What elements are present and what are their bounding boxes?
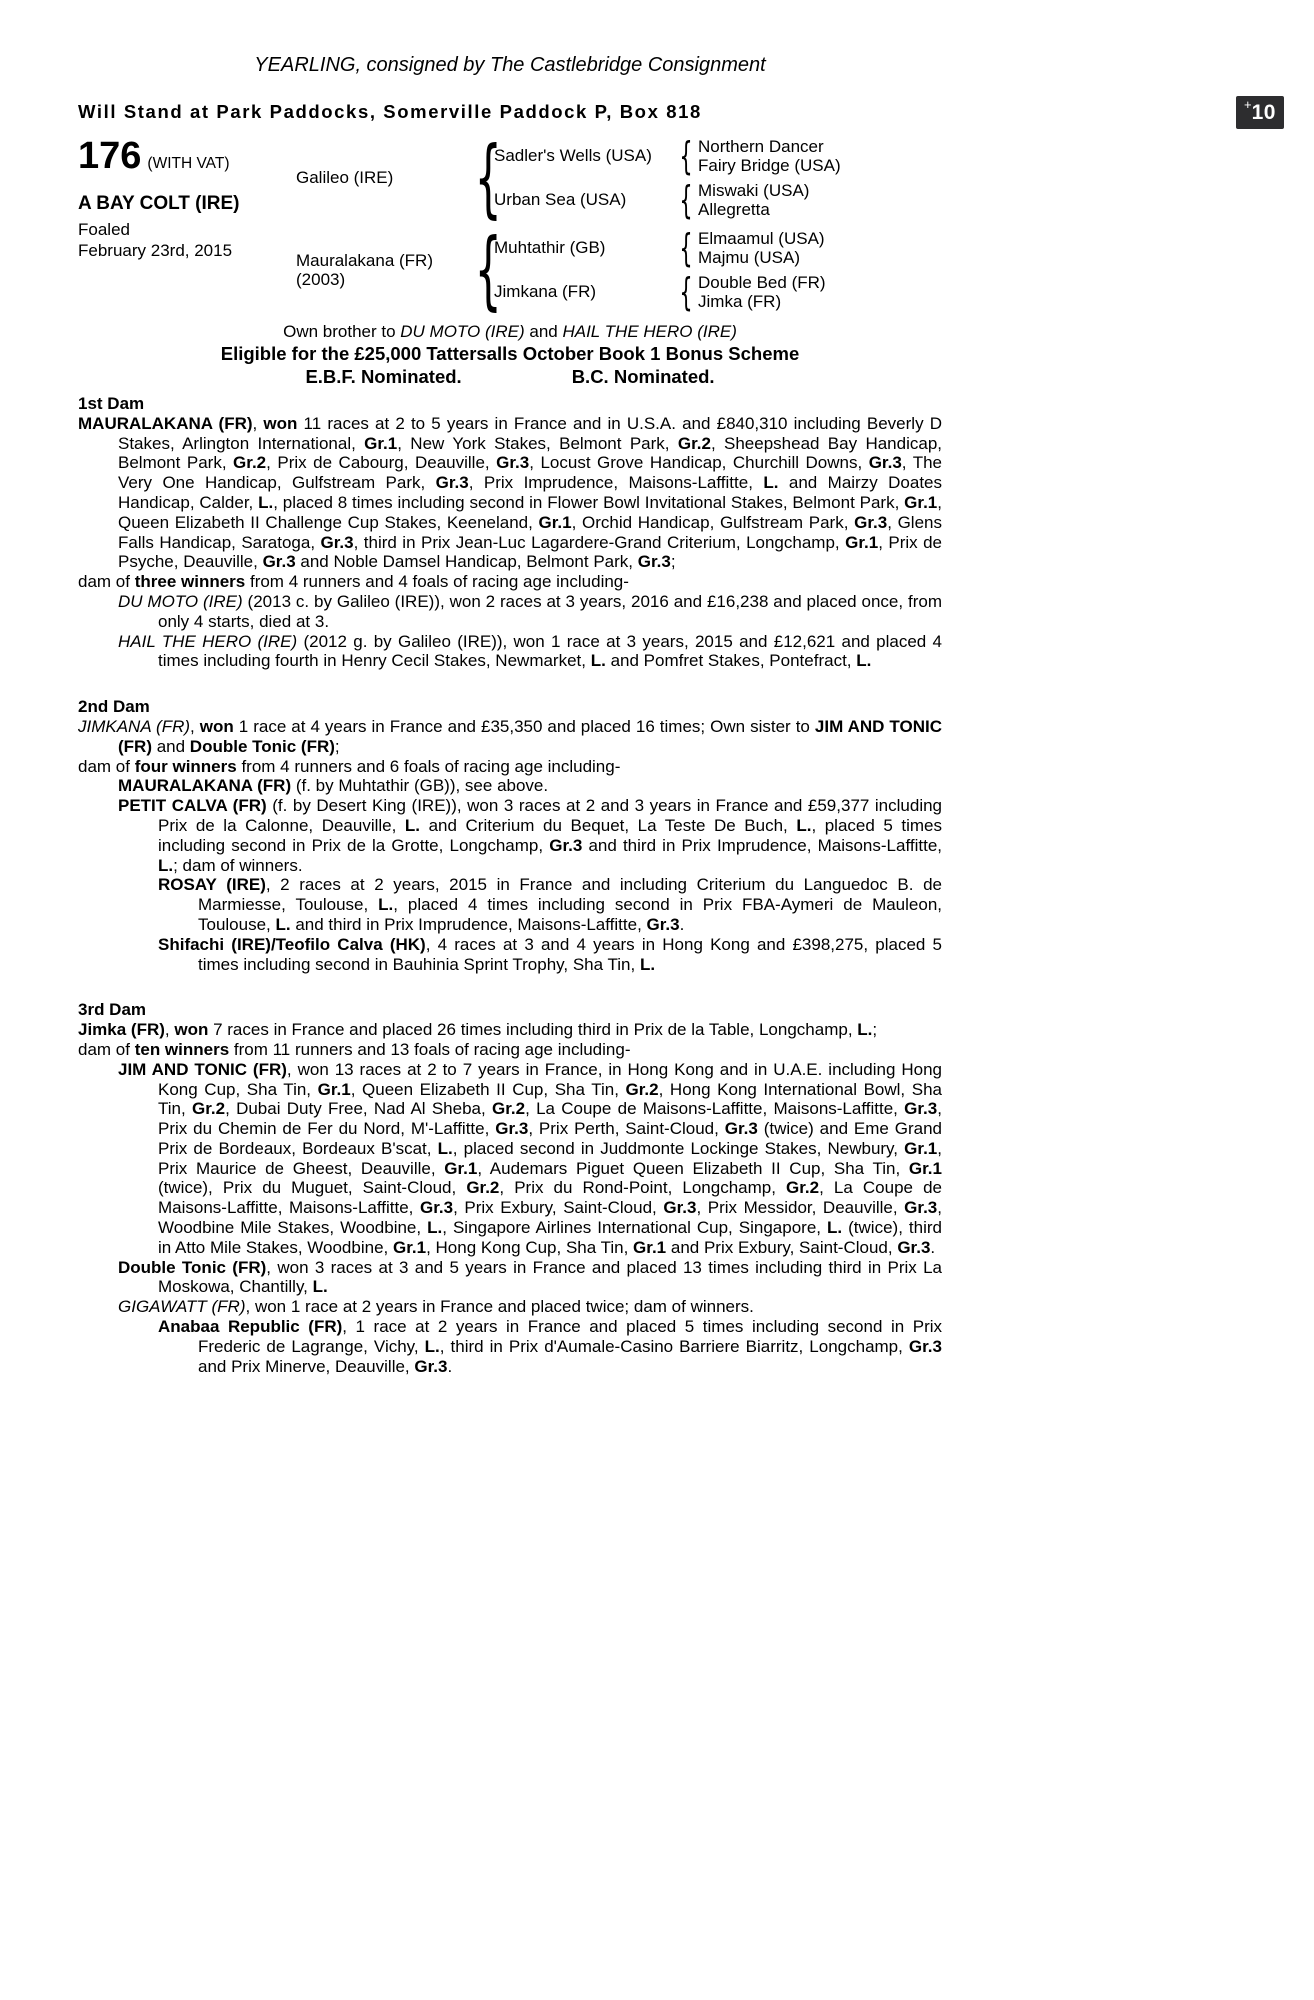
text-run: won [174, 1020, 209, 1040]
badge-number: 10 [1251, 100, 1276, 124]
dam-year: (2003) [296, 270, 346, 289]
consignment-title: YEARLING, consigned by The Castlebridge Consignment [254, 54, 766, 76]
granddam-node [494, 178, 942, 222]
text-run: , [190, 716, 200, 736]
sire-name: Galileo (IRE) [296, 168, 394, 188]
text-run: and Mairzy Doates Handicap, Calder, [118, 473, 943, 512]
text-run: Gr.1 [633, 1237, 667, 1257]
text-run: Gr.2 [677, 433, 711, 453]
text-run: ten winners [134, 1039, 230, 1059]
text-run: Gr.3 [420, 1198, 454, 1218]
text-run: from 11 runners and 13 foals of racing age including- [229, 1039, 631, 1059]
text-run: 1 race at 4 years in France and £35,350 and placed 16 times; Own sister to [233, 716, 815, 736]
text-run: , placed second in Juddmonte Lockinge Stakes, Newbury, [452, 1138, 905, 1158]
sire-branch [296, 128, 942, 228]
text-run: , Sheepshead Bay Handicap, Belmont Park, [118, 433, 942, 473]
vat-note: (WITH VAT) [147, 155, 230, 172]
text-run: Double Tonic (FR) [118, 1257, 267, 1277]
text-run: MAURALAKANA (FR) [118, 776, 292, 796]
foaled-date: February 23rd, 2015 [78, 241, 233, 260]
text-run: Double Tonic (FR) [189, 736, 335, 756]
catalog-page-badge [1236, 96, 1284, 129]
brace-icon: { [474, 128, 502, 228]
text-run: Anabaa Republic (FR) [158, 1317, 343, 1337]
lot-line [78, 137, 296, 175]
dam-parents [494, 226, 942, 314]
text-run: , Prix Exbury, Saint-Cloud, [453, 1198, 664, 1218]
text-run: Own brother to [283, 322, 401, 341]
text-run: Gr.3 [646, 914, 680, 934]
text-run: , Prix Maurice de Gheest, Deauville, [158, 1138, 942, 1178]
brace-icon: { [679, 270, 693, 314]
pedigree-paragraph [78, 796, 942, 875]
text-run: L. [424, 1336, 440, 1356]
text-run: . [930, 1237, 936, 1257]
text-run: DU MOTO (IRE) [118, 591, 243, 611]
text-run: won [199, 716, 234, 736]
nominations-line [78, 365, 942, 388]
text-run: ; [670, 552, 676, 572]
text-run: Jimka (FR) [78, 1020, 165, 1040]
text-run: and Criterium du Bequet, La Teste De Buch, [420, 815, 797, 835]
dam-branch [296, 220, 942, 320]
own-brother-line [78, 321, 942, 342]
dam-name [296, 251, 468, 290]
text-run: Gr.2 [625, 1079, 659, 1099]
text-run: , Prix du Rond-Point, Longchamp, [499, 1178, 787, 1198]
text-run: , placed 8 times including second in Flower Bowl Invitational Stakes, Belmont Park, [273, 492, 905, 512]
text-run: L. [763, 473, 779, 493]
text-run: , Prix de Cabourg, Deauville, [266, 453, 497, 473]
pedigree-paragraph [78, 572, 942, 592]
pedigree-paragraph [78, 717, 942, 757]
text-run: Gr.2 [233, 453, 267, 473]
pedigree-paragraph [78, 757, 942, 777]
great-grandparents [698, 229, 942, 268]
text-run: Gr.3 [435, 473, 469, 493]
text-run: (twice), third in Atto Mile Stakes, Woodbine, [158, 1218, 943, 1257]
text-run: , Queen Elizabeth II Cup, Sha Tin, [350, 1079, 626, 1099]
text-run: (f. by Muhtathir (GB)), see above. [291, 776, 549, 796]
great-grandparents [698, 181, 942, 220]
great-grandparents [698, 273, 942, 312]
bc-nominated: B.C. Nominated. [571, 366, 715, 387]
text-run: dam of [78, 572, 135, 592]
text-run: won [263, 413, 298, 433]
text-run: , Dubai Duty Free, Nad Al Sheba, [225, 1099, 492, 1119]
text-run: , La Coupe de Maisons-Laffitte, Maisons-Laffitte, [158, 1178, 942, 1218]
text-run: Gr.3 [663, 1198, 697, 1218]
text-run: JIM AND TONIC (FR) [118, 1059, 287, 1079]
stand-location: Will Stand at Park Paddocks, Somerville Paddock P, Box 818 [78, 101, 702, 122]
text-run: , Prix Perth, Saint-Cloud, [528, 1119, 725, 1139]
lot-info [78, 135, 296, 313]
text-run: and third in Prix Imprudence, Maisons-Laffitte, [290, 914, 647, 934]
text-run: L. [437, 1138, 453, 1158]
text-run: ; [334, 736, 340, 756]
pedigree-paragraph [78, 1258, 942, 1298]
text-run: and [524, 322, 563, 341]
text-run: (2012 g. by Galileo (IRE)), won 1 race at 3 years, 2015 and £12,621 and placed 4 times including fourth in Henry Cecil Stakes, Newmarket, [158, 631, 942, 671]
text-run: and Pomfret Stakes, Pontefract, [605, 651, 857, 671]
text-run: , third in Prix Jean-Luc Lagardere-Grand Criterium, Longchamp, [353, 532, 846, 552]
text-run: Gr.1 [444, 1158, 478, 1178]
text-run: Gr.3 [724, 1119, 758, 1139]
brace-icon: { [679, 178, 693, 222]
great-grandparent-name: Northern Dancer [698, 136, 824, 156]
pedigree-paragraph [78, 632, 942, 672]
text-run: Gr.1 [317, 1079, 351, 1099]
text-run: L. [404, 815, 421, 835]
great-grandparents [698, 137, 942, 176]
text-run: , Hong Kong International Bowl, Sha Tin, [158, 1079, 942, 1119]
pedigree-paragraph [78, 1020, 942, 1040]
text-run: , won 1 race at 2 years in France and placed twice; dam of winners. [245, 1297, 754, 1317]
text-run: Shifachi (IRE)/Teofilo Calva (HK) [158, 934, 426, 954]
text-run: , Locust Grove Handicap, Churchill Downs, [529, 453, 869, 473]
dam-section [78, 697, 942, 974]
grandsire-node [494, 226, 942, 270]
pedigree-paragraph [78, 1317, 942, 1376]
text-run: dam of [78, 756, 135, 776]
text-run: , Woodbine Mile Stakes, Woodbine, [158, 1198, 942, 1238]
text-run: , The Very One Handicap, Gulfstream Park, [118, 453, 943, 493]
grandsire-name: Muhtathir (GB) [494, 238, 606, 258]
text-run: Gr.1 [392, 1237, 427, 1257]
pedigree-paragraph [78, 1040, 942, 1060]
text-run: MAURALAKANA (FR) [78, 413, 253, 433]
horse-description: A BAY COLT (IRE) [78, 193, 240, 214]
text-run: , New York Stakes, Belmont Park, [397, 433, 678, 453]
text-run: . [447, 1356, 453, 1376]
plus-icon: + [1244, 97, 1252, 112]
text-run: , Prix Imprudence, Maisons-Laffitte, [468, 473, 764, 493]
text-run: ; [872, 1020, 878, 1040]
text-run: , [252, 413, 264, 433]
text-run: from 4 runners and 6 foals of racing age including- [236, 756, 621, 776]
text-run: GIGAWATT (FR) [118, 1297, 246, 1317]
text-run: , third in Prix d'Aumale-Casino Barriere Biarritz, Longchamp, [439, 1336, 909, 1356]
granddam-name: Urban Sea (USA) [494, 190, 627, 210]
lot-number: 176 [78, 135, 142, 177]
text-run: JIMKANA (FR) [78, 716, 191, 736]
text-run: , Prix de Psyche, Deauville, [118, 532, 942, 572]
ebf-nominated: E.B.F. Nominated. [305, 366, 462, 387]
text-run: L. [427, 1218, 443, 1238]
text-run: Gr.1 [845, 532, 879, 552]
text-run: 7 races in France and placed 26 times including third in Prix de la Table, Longchamp, [208, 1020, 858, 1040]
text-run: and third in Prix Imprudence, Maisons-Laffitte, [582, 835, 942, 855]
text-run: . [679, 914, 685, 934]
pedigree-paragraph [78, 592, 942, 632]
text-run: L. [796, 815, 812, 835]
text-run: L. [857, 1020, 873, 1040]
text-run: , placed 5 times including second in Prix de la Grotte, Longchamp, [158, 815, 943, 855]
text-run: L. [856, 651, 872, 671]
granddam-name: Jimkana (FR) [494, 282, 597, 302]
text-run: Gr.1 [538, 512, 572, 532]
pedigree-paragraph [78, 776, 942, 796]
text-run: HAIL THE HERO (IRE) [562, 322, 737, 341]
brace-icon: { [679, 226, 693, 270]
text-run: Gr.3 [414, 1356, 448, 1376]
text-run: , Queen Elizabeth II Challenge Cup Stakes, Keeneland, [118, 492, 942, 532]
text-run: , placed 4 times including second in Prix FBA-Aymeri de Mauleon, Toulouse, [198, 895, 943, 934]
text-run: Gr.1 [364, 433, 398, 453]
text-run: Gr.2 [191, 1099, 226, 1119]
text-run: Gr.3 [320, 532, 354, 552]
text-run: and Prix Exbury, Saint-Cloud, [666, 1237, 898, 1257]
text-run: Gr.2 [491, 1099, 526, 1119]
text-run: PETIT CALVA (FR) [118, 796, 267, 816]
great-grandparent-name: Fairy Bridge (USA) [698, 156, 841, 175]
text-run: Gr.1 [904, 1138, 938, 1158]
dam-heading: 3rd Dam [78, 1000, 147, 1020]
great-grandparent-name: Elmaamul (USA) [698, 228, 825, 248]
bonus-scheme-line: Eligible for the £25,000 Tattersalls October Book 1 Bonus Scheme [220, 343, 800, 364]
text-run: Gr.3 [854, 512, 888, 532]
dam-name-text: Mauralakana (FR) [296, 250, 433, 270]
great-grandparent-name: Miswaki (USA) [698, 180, 810, 200]
text-run: Gr.3 [868, 453, 902, 473]
dam-section [78, 1000, 942, 1376]
text-run: ; dam of winners. [173, 855, 303, 875]
pedigree-paragraph [78, 1297, 942, 1317]
text-run: Gr.1 [904, 492, 938, 512]
granddam-node [494, 270, 942, 314]
text-run: Gr.1 [908, 1158, 942, 1178]
pedigree-paragraph [78, 414, 942, 572]
text-run: (twice), Prix du Muguet, Saint-Cloud, [158, 1178, 467, 1198]
text-run: , [164, 1020, 175, 1040]
text-run: (f. by Desert King (IRE)), won 3 races at 2 and 3 years in France and £59,377 including Prix de la Calonne, Deauville, [158, 796, 943, 835]
pedigree-tree [296, 128, 942, 320]
text-run: 11 races at 2 to 5 years in France and in U.S.A. and £840,310 including Beverly D Stakes, Arlington International, [118, 413, 942, 453]
text-run: Gr.2 [786, 1178, 820, 1198]
text-run: Gr.3 [904, 1099, 938, 1119]
text-run: (2013 c. by Galileo (IRE)), won 2 races at 3 years, 2016 and £16,238 and placed once, from only 4 starts, died at 3. [158, 591, 942, 631]
text-run: Gr.3 [897, 1237, 931, 1257]
text-run: L. [158, 855, 174, 875]
text-run: dam of [78, 1039, 135, 1059]
pedigree-paragraph [78, 875, 942, 934]
text-run: , Hong Kong Cup, Sha Tin, [426, 1237, 634, 1257]
text-run: L. [378, 895, 394, 915]
text-run: Gr.3 [637, 552, 671, 572]
center-notes [78, 321, 942, 388]
text-run: , won 3 races at 3 and 5 years in France and placed 13 times including third in Prix La Moskowa, Chantilly, [158, 1257, 942, 1297]
text-run: Gr.3 [904, 1198, 938, 1218]
foaled-label: Foaled [78, 220, 130, 239]
text-run: L. [258, 492, 274, 512]
text-run: L. [590, 651, 606, 671]
grandsire-name: Sadler's Wells (USA) [494, 146, 652, 166]
brace-icon: { [679, 134, 693, 178]
great-grandparent-name: Double Bed (FR) [698, 272, 826, 292]
text-run: JIM AND TONIC (FR) [118, 716, 943, 756]
text-run: Gr.3 [908, 1336, 942, 1356]
text-run: Gr.3 [262, 552, 296, 572]
great-grandparent-name: Jimka (FR) [698, 292, 782, 311]
pedigree-paragraph [78, 1060, 942, 1258]
dam-heading: 1st Dam [78, 394, 145, 413]
text-run: ROSAY (IRE) [158, 875, 266, 895]
great-grandparent-name: Allegretta [698, 200, 770, 219]
text-run: and Noble Damsel Handicap, Belmont Park, [295, 552, 638, 572]
text-run: , Prix Messidor, Deauville, [696, 1198, 905, 1218]
text-run: , Prix du Chemin de Fer du Nord, M'-Laffitte, [158, 1099, 942, 1139]
pedigree-paragraph [78, 935, 942, 975]
pedigree-block [78, 128, 942, 320]
text-run: L. [275, 914, 291, 934]
text-run: Gr.3 [549, 835, 583, 855]
text-run: , 2 races at 2 years, 2015 in France and including Criterium du Languedoc B. de Marmiesse, Toulouse, [198, 875, 942, 915]
text-run: and Prix Minerve, Deauville, [198, 1356, 415, 1376]
text-run: Gr.3 [495, 1119, 529, 1139]
text-run: , Singapore Airlines International Cup, Singapore, [442, 1218, 828, 1238]
text-run: , won 13 races at 2 to 7 years in France, in Hong Kong and in U.A.E. including Hong Kong Cup, Sha Tin, [158, 1059, 942, 1099]
text-run: HAIL THE HERO (IRE) [118, 631, 298, 651]
text-run: Gr.2 [466, 1178, 500, 1198]
text-run: L. [312, 1277, 328, 1297]
text-run: , 4 races at 3 and 4 years in Hong Kong and £398,275, placed 5 times including second in Bauhinia Sprint Trophy, Sha Tin, [198, 934, 942, 974]
page-content [78, 54, 942, 1376]
text-run: (twice) and Eme Grand Prix de Bordeaux, Bordeaux B'scat, [158, 1119, 942, 1158]
text-run: , Glens Falls Handicap, Saratoga, [118, 512, 942, 552]
sire-parents [494, 134, 942, 222]
text-run: four winners [134, 756, 237, 776]
great-grandparent-name: Majmu (USA) [698, 248, 801, 267]
text-run: DU MOTO (IRE) [400, 322, 525, 341]
text-run: , Audemars Piguet Queen Elizabeth II Cup, Sha Tin, [477, 1158, 909, 1178]
text-run: , 1 race at 2 years in France and placed 5 times including second in Prix Frederic de Lagrange, Vichy, [198, 1317, 943, 1356]
text-run: Gr.3 [496, 453, 530, 473]
dam-section [78, 394, 942, 671]
text-run: , La Coupe de Maisons-Laffitte, Maisons-Laffitte, [525, 1099, 905, 1119]
grandsire-node [494, 134, 942, 178]
dam-heading: 2nd Dam [78, 697, 150, 717]
text-run: L. [639, 954, 656, 974]
text-run: three winners [134, 572, 246, 592]
text-run: , Orchid Handicap, Gulfstream Park, [571, 512, 855, 532]
text-run: from 4 runners and 4 foals of racing age including- [245, 572, 629, 592]
brace-icon: { [474, 220, 502, 320]
text-run: L. [827, 1218, 843, 1238]
dam-sections [78, 394, 942, 1376]
text-run: and [151, 736, 190, 756]
